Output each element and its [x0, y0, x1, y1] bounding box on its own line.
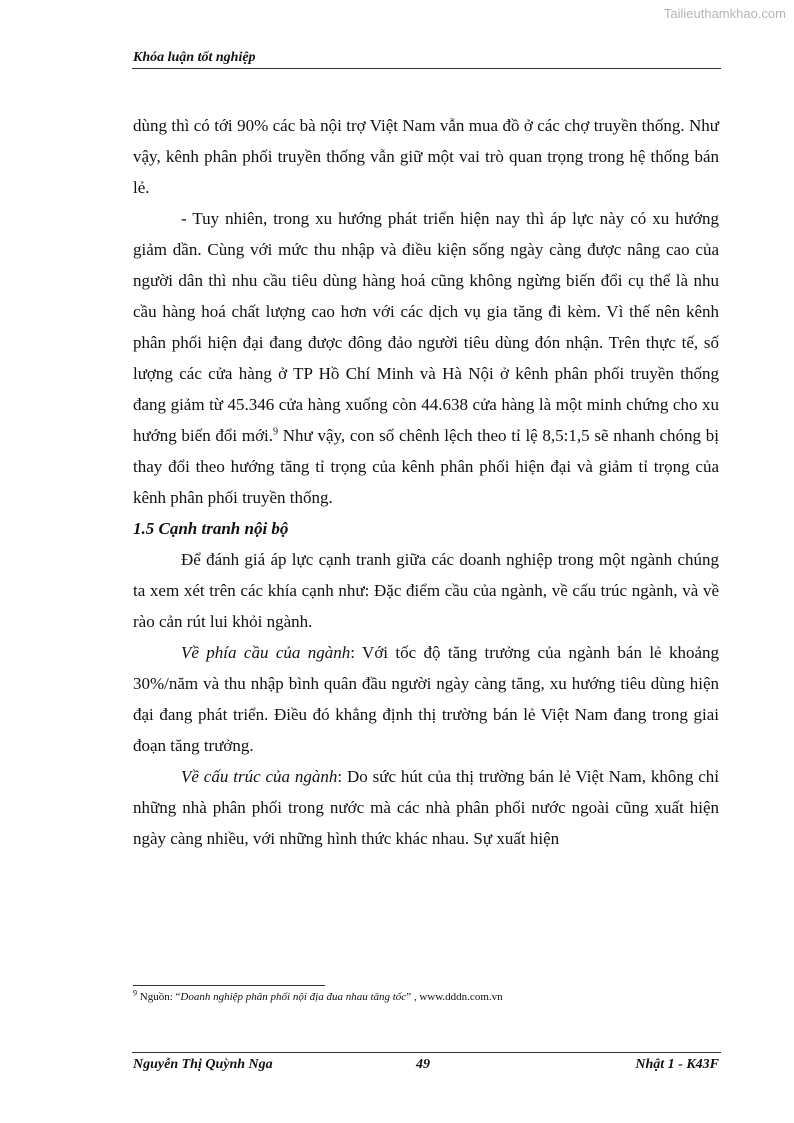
- header-title: Khóa luận tốt nghiệp: [133, 50, 256, 65]
- paragraph-5-text: : Do sức hút của thị trường bán lẻ Việt Nam, không chỉ những nhà phân phối trong nước mà các nhà phân phối nước ngoài cũng xuất hiện ngày càng nhiều, với những hình thức khác nhau. Sự xuất hiện: [133, 767, 719, 848]
- header-divider: [132, 68, 721, 69]
- footer-divider: [132, 1052, 721, 1053]
- footnote-divider: [133, 985, 325, 986]
- paragraph-1: dùng thì có tới 90% các bà nội trợ Việt Nam vẫn mua đồ ở các chợ truyền thống. Như vậy, kênh phân phối truyền thống vẫn giữ một vai trò quan trọng trong hệ thống bán lẻ.: [133, 116, 719, 197]
- paragraph-5-lead: Về cấu trúc của ngành: [181, 767, 338, 786]
- paragraph-5: [133, 761, 719, 854]
- paragraph-2-text: - Tuy nhiên, trong xu hướng phát triển hiện nay thì áp lực này có xu hướng giảm dần. Cùng với mức thu nhập và điều kiện sống ngày càng được nâng cao của người dân thì nhu cầu tiêu dùng hàng hoá cũng không ngừng biến đổi cụ thể là nhu cầu hàng hoá chất lượng cao hơn với các dịch vụ gia tăng đi kèm. Vì thế nên kênh phân phối hiện đại đang được đông đảo người tiêu dùng đón nhận. Trên thực tế, số lượng các cửa hàng ở TP Hồ Chí Minh và Hà Nội ở kênh phân phối truyền thống đang giảm từ 45.346 cửa hàng xuống còn 44.638 cửa hàng là một minh chứng cho xu hướng biến đổi mới.: [133, 209, 719, 445]
- page-number: 49: [416, 1057, 430, 1072]
- paragraph-4-lead: Về phía cầu của ngành: [181, 643, 351, 662]
- footnote-suffix: ” , www.dddn.com.vn: [406, 991, 503, 1003]
- paragraph-4: [133, 637, 719, 761]
- footnote-number: 9: [133, 988, 137, 998]
- paragraph-4-text: : Với tốc độ tăng trưởng của ngành bán lẻ khoảng 30%/năm và thu nhập bình quân đầu người ngày càng tăng, xu hướng tiêu dùng hiện đại đang phát triển. Điều đó khẳng định thị trường bán lẻ Việt Nam đang trong giai đoạn tăng trưởng.: [133, 643, 720, 755]
- paragraph-2: [133, 203, 719, 513]
- watermark-text: Tailieuthamkhao.com: [663, 6, 786, 21]
- paragraph-2-continuation: Như vậy, con số chênh lệch theo tỉ lệ 8,5:1,5 sẽ nhanh chóng bị thay đổi theo hướng tăng tỉ trọng của kênh phân phối hiện đại và giảm tỉ trọng của kênh phân phối truyền thống.: [133, 426, 719, 507]
- footer-class: Nhật 1 - K43F: [635, 1057, 719, 1072]
- body-text: [133, 110, 719, 854]
- section-heading: 1.5 Cạnh tranh nội bộ: [133, 519, 289, 538]
- footer-author: Nguyễn Thị Quỳnh Nga: [133, 1057, 273, 1072]
- footnote-prefix: Nguồn: “: [137, 991, 181, 1003]
- paragraph-3: Để đánh giá áp lực cạnh tranh giữa các doanh nghiệp trong một ngành chúng ta xem xét trên các khía cạnh như: Đặc điểm cầu của ngành, về cấu trúc ngành, và về rào cản rút lui khỏi ngành.: [133, 550, 719, 631]
- footnote-reference: 9: [273, 426, 279, 438]
- footnote: [133, 990, 503, 1004]
- footnote-title: Doanh nghiệp phân phối nội địa đua nhau tăng tốc: [180, 991, 407, 1003]
